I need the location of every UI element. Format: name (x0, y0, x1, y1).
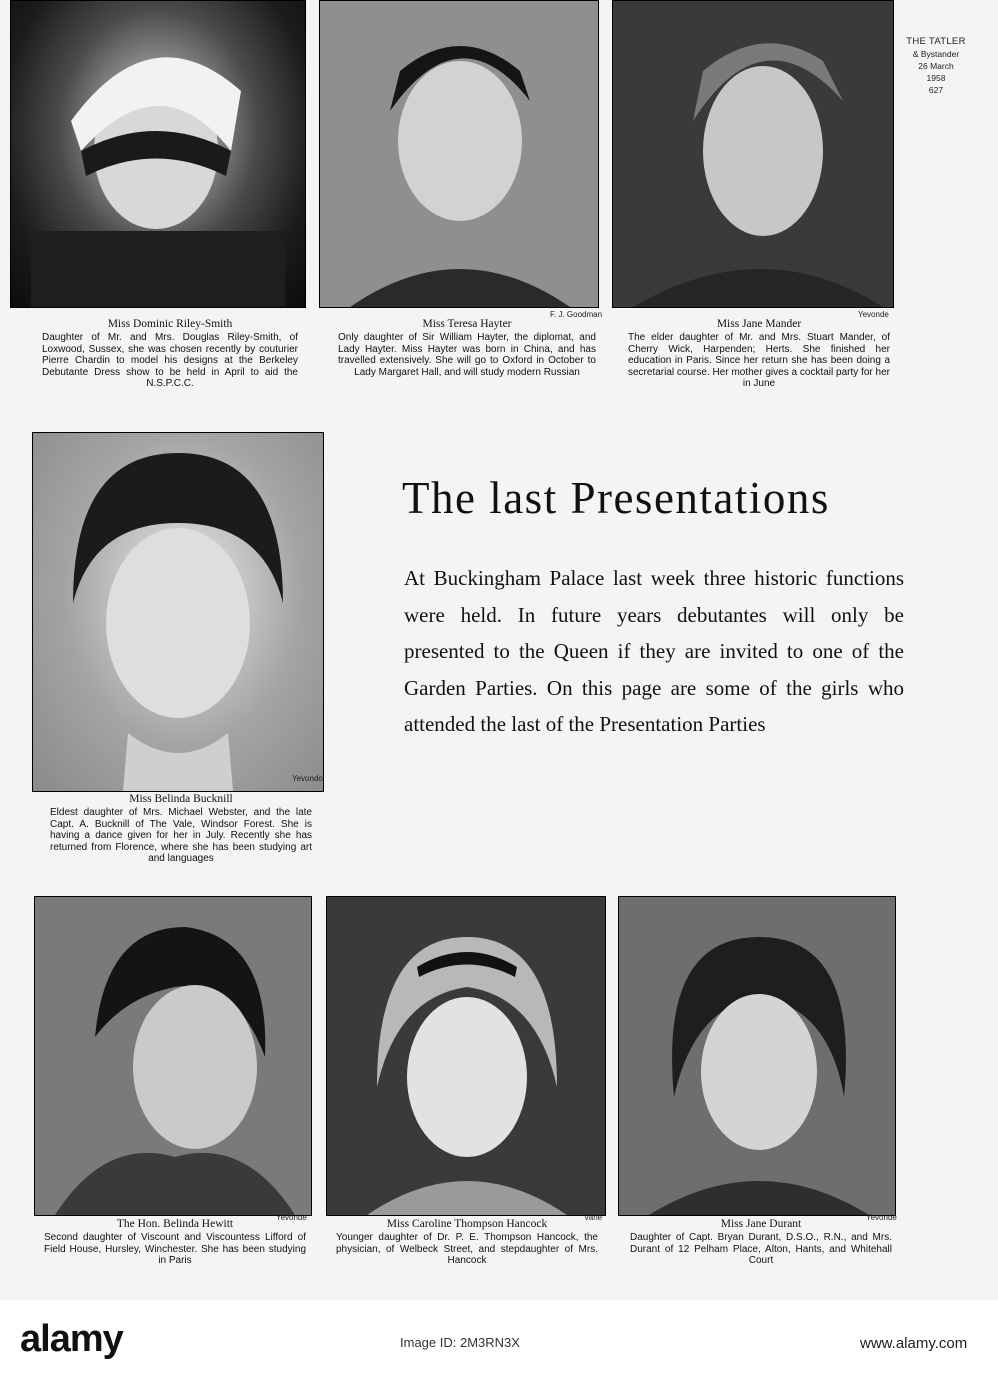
caption-text: Only daughter of Sir William Hayter, the diplomat, and Lady Hayter. Miss Hayter was born in China, and has travelled extensively. She will go to Oxford in October to Lady Margaret Hall, and will study modern Russian (338, 332, 596, 378)
masthead (890, 36, 982, 96)
photo-credit-bucknill: Yevondo (292, 774, 323, 783)
watermark-image-id: Image ID: 2M3RN3X (400, 1335, 520, 1350)
caption-name: Miss Dominic Riley-Smith (107, 318, 233, 330)
photo-credit-mander: Yevonde (858, 310, 889, 319)
caption-name: Miss Caroline Thompson Hancock (386, 1218, 548, 1230)
masthead-page-number: 627 (928, 85, 944, 95)
portrait-photo-riley-smith (10, 0, 306, 308)
portrait-photo-durant (618, 896, 896, 1216)
portrait-photo-hayter (319, 0, 599, 308)
caption-name: Miss Belinda Bucknill (129, 793, 233, 805)
photo-credit-hancock: Vane (584, 1213, 603, 1222)
caption-hancock (336, 1218, 598, 1267)
photo-credit-hayter: F. J. Goodman (550, 310, 603, 319)
caption-name: Miss Jane Mander (716, 318, 802, 330)
caption-text: Eldest daughter of Mrs. Michael Webster, and the late Capt. A. Bucknill of The Vale, Windsor Forest. She is having a dance given for her in July. Recently she has returned from Florence, where she has been studying art and languages (50, 807, 312, 865)
caption-name: The Hon. Belinda Hewitt (116, 1218, 234, 1230)
watermark-brand: alamy (20, 1318, 123, 1360)
caption-name: Miss Teresa Hayter (422, 318, 512, 330)
portrait-photo-hewitt (34, 896, 312, 1216)
caption-riley-smith (42, 318, 298, 389)
caption-text: Second daughter of Viscount and Viscountess Lifford of Field House, Hursley, Winchester. She has been studying in Paris (44, 1232, 306, 1267)
photo-credit-durant: Yevonde (866, 1213, 897, 1222)
caption-hewitt (44, 1218, 306, 1267)
masthead-title: THE TATLER (906, 36, 966, 47)
caption-text: Daughter of Capt. Bryan Durant, D.S.O., R.N., and Mrs. Durant of 12 Pelham Place, Alton, Hants, and Whitehall Court (630, 1232, 892, 1267)
caption-mander (628, 318, 890, 389)
masthead-subtitle: & Bystander (912, 49, 960, 59)
caption-text: The elder daughter of Mr. and Mrs. Stuart Mander, of Cherry Wick, Harpenden; Herts. She finished her education in Paris. Since her return she has been doing a secretarial course. Her mother gives a cocktail party for her in June (628, 332, 890, 390)
portrait-photo-bucknill (32, 432, 324, 792)
caption-text: Daughter of Mr. and Mrs. Douglas Riley-Smith, of Loxwood, Sussex, she was chosen recently by couturier Pierre Chardin to model his designs at the Berkeley Debutante Dress show to be held in April to aid the N.S.P.C.C. (42, 332, 298, 390)
portrait-photo-hancock (326, 896, 606, 1216)
portrait-photo-mander (612, 0, 894, 308)
caption-name: Miss Jane Durant (720, 1218, 802, 1230)
caption-text: Younger daughter of Dr. P. E. Thompson Hancock, the physician, of Welbeck Street, and stepdaughter of Mrs. Hancock (336, 1232, 598, 1267)
caption-bucknill (50, 793, 312, 864)
photo-credit-hewitt: Yevonde (276, 1213, 307, 1222)
caption-hayter (338, 318, 596, 378)
caption-durant (630, 1218, 892, 1267)
page-headline: The last Presentations (402, 473, 830, 523)
intro-paragraph: At Buckingham Palace last week three historic functions were held. In future years debutantes will only be presented to the Queen if they are invited to one of the Garden Parties. On this page are some of the girls who attended the last of the Presentation Parties (404, 566, 904, 736)
masthead-year: 1958 (926, 73, 946, 83)
masthead-date: 26 March (918, 61, 954, 71)
watermark-site: www.alamy.com (860, 1335, 968, 1352)
